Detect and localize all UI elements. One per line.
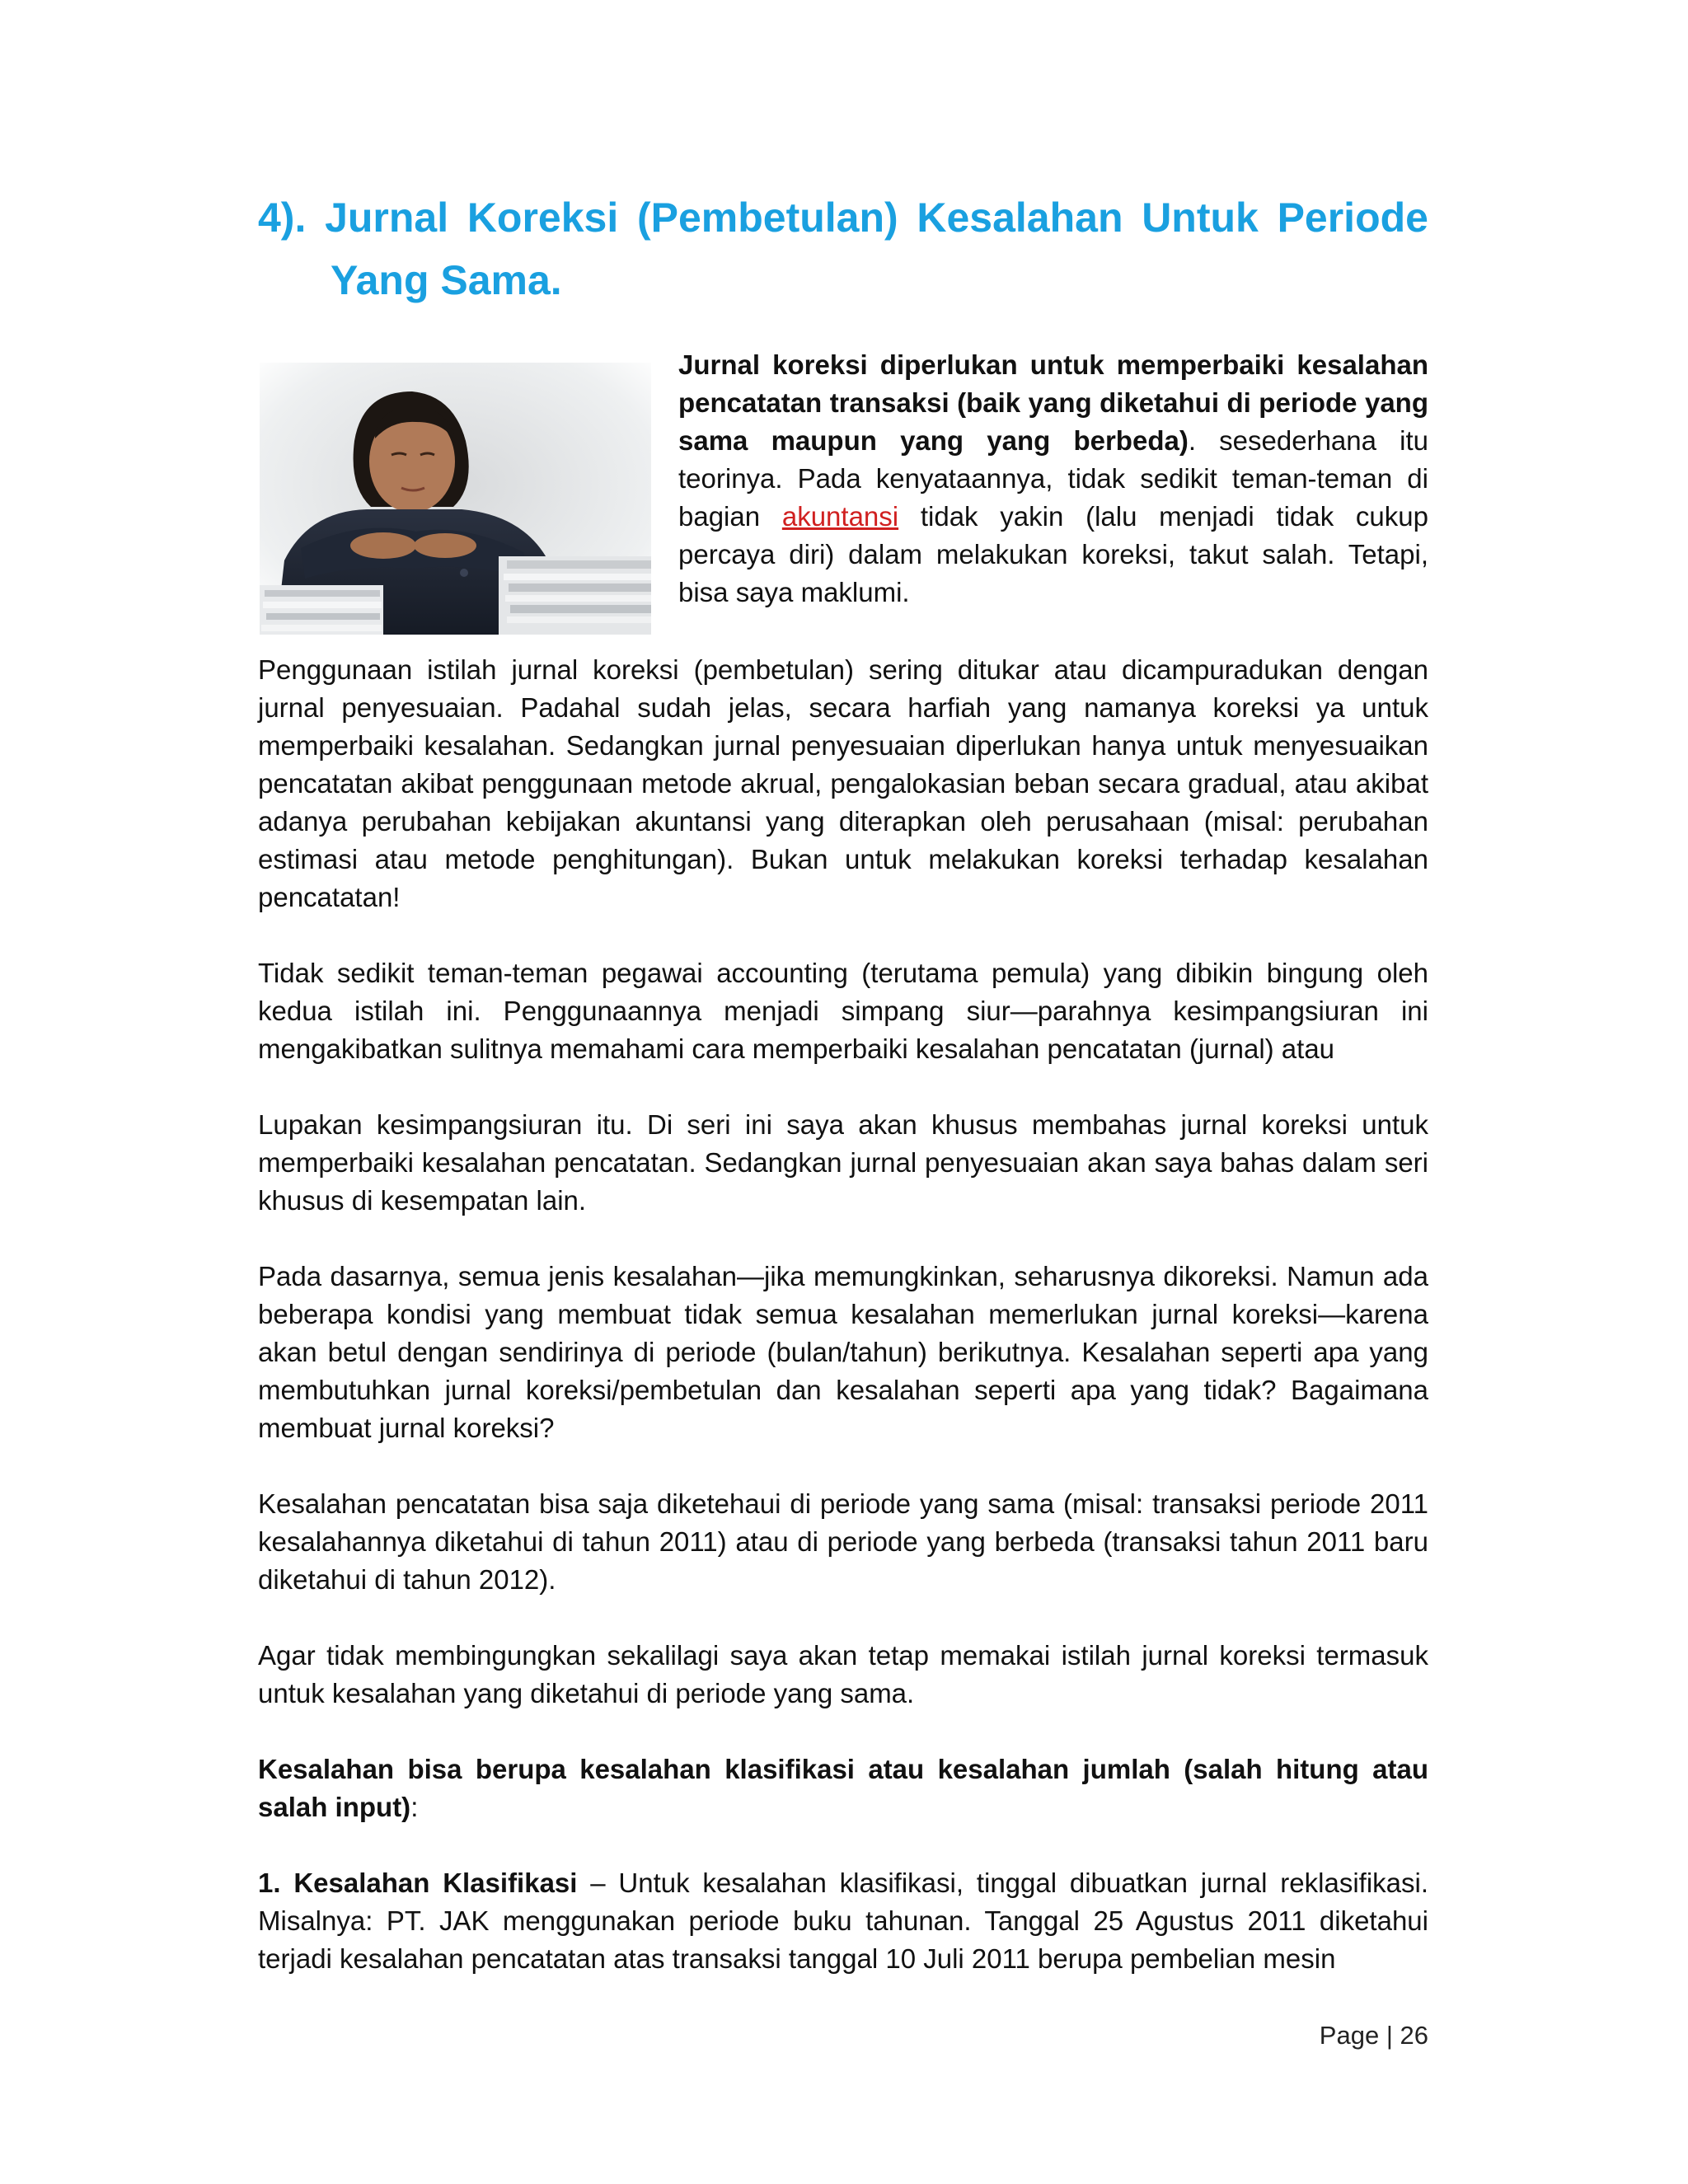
heading-line-1 — [258, 186, 1428, 249]
body-text — [258, 651, 1428, 2016]
heading-word: Koreksi — [467, 194, 619, 241]
error-types-colon: : — [410, 1792, 419, 1822]
intro-text-end: tidak yakin (lalu menjadi tidak cukup percaya diri) dalam melakukan koreksi, takut salah. Tetapi, bisa saya maklumi. — [678, 501, 1428, 607]
page-label: Page — [1319, 2021, 1380, 2050]
heading-word: Jurnal — [325, 194, 449, 241]
intro-paragraph — [678, 346, 1428, 612]
heading-word: (Pembetulan) — [636, 194, 898, 241]
page-separator: | — [1386, 2021, 1393, 2050]
classification-error-title: 1. Kesalahan Klasifikasi — [258, 1868, 578, 1898]
error-types-bold: Kesalahan bisa berupa kesalahan klasifikasi atau kesalahan jumlah (salah hitung atau salah input) — [258, 1754, 1428, 1822]
heading-word: Untuk — [1142, 194, 1259, 241]
body-paragraph: Agar tidak membingungkan sekalilagi saya akan tetap memakai istilah jurnal koreksi termasuk untuk kesalahan yang diketahui di periode yang sama. — [258, 1640, 1428, 1708]
heading-word: Periode — [1277, 194, 1428, 241]
body-paragraph: Kesalahan pencatatan bisa saja diketehaui di periode yang sama (misal: transaksi periode 2011 kesalahannya diketahui di tahun 2011) atau di periode yang berbeda (transaksi tahun 2011 baru diketahui di tahun 2012). — [258, 1488, 1428, 1595]
heading-line-2: Yang Sama. — [331, 257, 562, 303]
error-types-paragraph — [258, 1750, 1428, 1826]
classification-error-paragraph — [258, 1864, 1428, 1978]
section-heading — [258, 186, 1428, 312]
body-paragraph: Pada dasarnya, semua jenis kesalahan—jika memungkinkan, seharusnya dikoreksi. Namun ada beberapa kondisi yang membuat tidak semua kesalahan memerlukan jurnal koreksi—karena akan betul dengan sendirinya di periode (bulan/tahun) berikutnya. Kesalahan seperti apa yang membutuhkan jurnal koreksi/pembetulan dan kesalahan seperti apa yang tidak? Bagaimana membuat jurnal koreksi? — [258, 1261, 1428, 1443]
body-paragraph: Penggunaan istilah jurnal koreksi (pembetulan) sering ditukar atau dicampuradukan dengan jurnal penyesuaian. Padahal sudah jelas, secara harfiah yang namanya koreksi ya untuk memperbaiki kesalahan. Sedangkan jurnal penyesuaian diperlukan hanya untuk menyesuaikan pencatatan akibat penggunaan metode akrual, pengalokasian beban secara gradual, atau akibat adanya perubahan kebijakan akuntansi yang diterapkan oleh perusahaan (misal: perubahan estimasi atau metode penghitungan). Bukan untuk melakukan koreksi terhadap kesalahan pencatatan! — [258, 654, 1428, 912]
classification-error-text: – Untuk kesalahan klasifikasi, tinggal dibuatkan jurnal reklasifikasi. Misalnya: PT. JAK menggunakan periode buku tahunan. Tanggal 25 Agustus 2011 diketahui terjadi kesalahan pencatatan atas transaksi tanggal 10 Juli 2011 berupa pembelian mesin — [258, 1868, 1429, 1974]
akuntansi-link[interactable]: akuntansi — [781, 501, 899, 532]
stressed-woman-photo — [260, 363, 651, 635]
page-number: 26 — [1400, 2021, 1428, 2050]
intro-text: . sesederhana itu teorinya. Pada kenyataannya, tidak sedikit teman-teman di bagian — [678, 425, 1429, 532]
heading-word: 4). — [258, 194, 307, 241]
intro-bold-text: Jurnal koreksi diperlukan untuk memperbaiki kesalahan pencatatan transaksi (baik yang diketahui di periode yang sama maupun yang yang berbeda) — [678, 349, 1428, 456]
body-paragraph: Tidak sedikit teman-teman pegawai accounting (terutama pemula) yang dibikin bingung oleh kedua istilah ini. Penggunaannya menjadi simpang siur—parahnya kesimpangsiuran ini mengakibatkan sulitnya memahami cara memperbaiki kesalahan pencatatan (jurnal) atau — [258, 958, 1428, 1064]
heading-word: Kesalahan — [917, 194, 1123, 241]
body-paragraph: Lupakan kesimpangsiuran itu. Di seri ini saya akan khusus membahas jurnal koreksi untuk memperbaiki kesalahan pencatatan. Sedangkan jurnal penyesuaian akan saya bahas dalam seri khusus di kesempatan lain. — [258, 1109, 1428, 1216]
page-footer — [1320, 2021, 1428, 2050]
